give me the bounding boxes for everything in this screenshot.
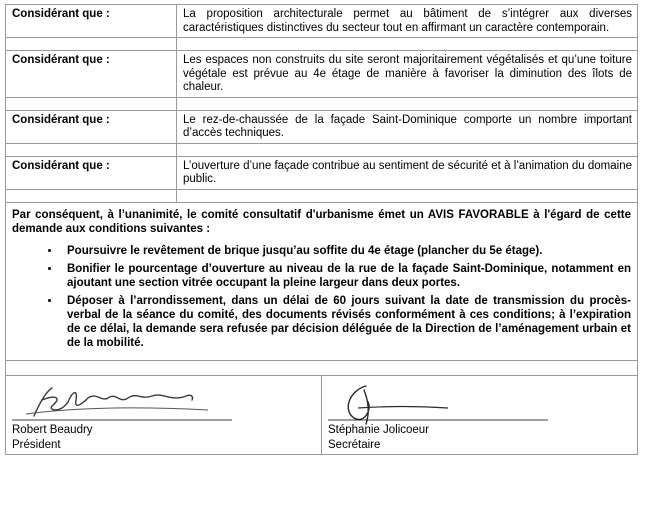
conditions-list <box>12 244 631 350</box>
minutes-document <box>5 4 638 455</box>
consideration-text: L’ouverture d’une façade contribue au sentiment de sécurité et à l’animation du domaine public. <box>183 159 632 185</box>
signature-block-secretary <box>322 376 637 454</box>
consideration-label: Considérant que : <box>6 157 177 189</box>
condition-item: • Poursuivre le revêtement de brique jusqu’au soffite du 4e étage (plancher du 5e étage). <box>61 244 631 258</box>
spacer-row <box>6 38 637 51</box>
spacer-row <box>6 144 637 157</box>
signatory-role: Secrétaire <box>328 438 381 451</box>
consideration-row <box>6 111 637 144</box>
conclusion-intro: Par conséquent, à l’unanimité, le comité consultatif d'urbanisme émet un AVIS FAVORABLE à l'égard de cette demande aux conditions suivantes : <box>12 208 631 235</box>
blank-row <box>6 361 637 376</box>
spacer-row <box>6 190 637 203</box>
condition-item: • Bonifier le pourcentage d’ouverture au niveau de la rue de la façade Saint-Dominique, notamment en ajoutant une section vitrée occupant la pleine largeur dans deux portes. <box>61 262 631 290</box>
signature-block-president <box>6 376 322 454</box>
consideration-label: Considérant que : <box>6 5 177 37</box>
conclusion-section <box>6 203 637 361</box>
consideration-label: Considérant que : <box>6 111 177 143</box>
consideration-text: Le rez-de-chaussée de la façade Saint-Dominique comporte un nombre important d’accès techniques. <box>183 113 632 139</box>
handwritten-signature-icon <box>328 380 558 426</box>
signatory-name: Stéphanie Jolicoeur <box>328 423 430 436</box>
consideration-text: La proposition architecturale permet au bâtiment de s’intégrer aux diverses caractéristiques distinctives du secteur tout en affirmant un caractère contemporain. <box>183 8 632 34</box>
consideration-label: Considérant que : <box>6 51 177 97</box>
signature-row <box>6 376 637 454</box>
condition-item: • Déposer à l’arrondissement, dans un délai de 60 jours suivant la date de transmission du procès-verbal de la séance du comité, des documents révisés conformément à ces conditions; à l’expiration de ce délai, la demande sera refusée par décision déléguée de la Direction de l’aménagement urbain et de la mobilité. <box>61 294 631 350</box>
signatory-name: Robert Beaudry <box>12 423 93 436</box>
handwritten-signature-icon <box>12 380 242 426</box>
consideration-text: Les espaces non construits du site seront majoritairement végétalisés et qu’une toiture végétale est prévue au 4e étage de manière à favoriser la diminution des îlots de chaleur. <box>183 54 632 93</box>
consideration-row <box>6 5 637 38</box>
signatory-role: Président <box>12 438 61 451</box>
consideration-row <box>6 157 637 190</box>
consideration-row <box>6 51 637 98</box>
spacer-row <box>6 98 637 111</box>
